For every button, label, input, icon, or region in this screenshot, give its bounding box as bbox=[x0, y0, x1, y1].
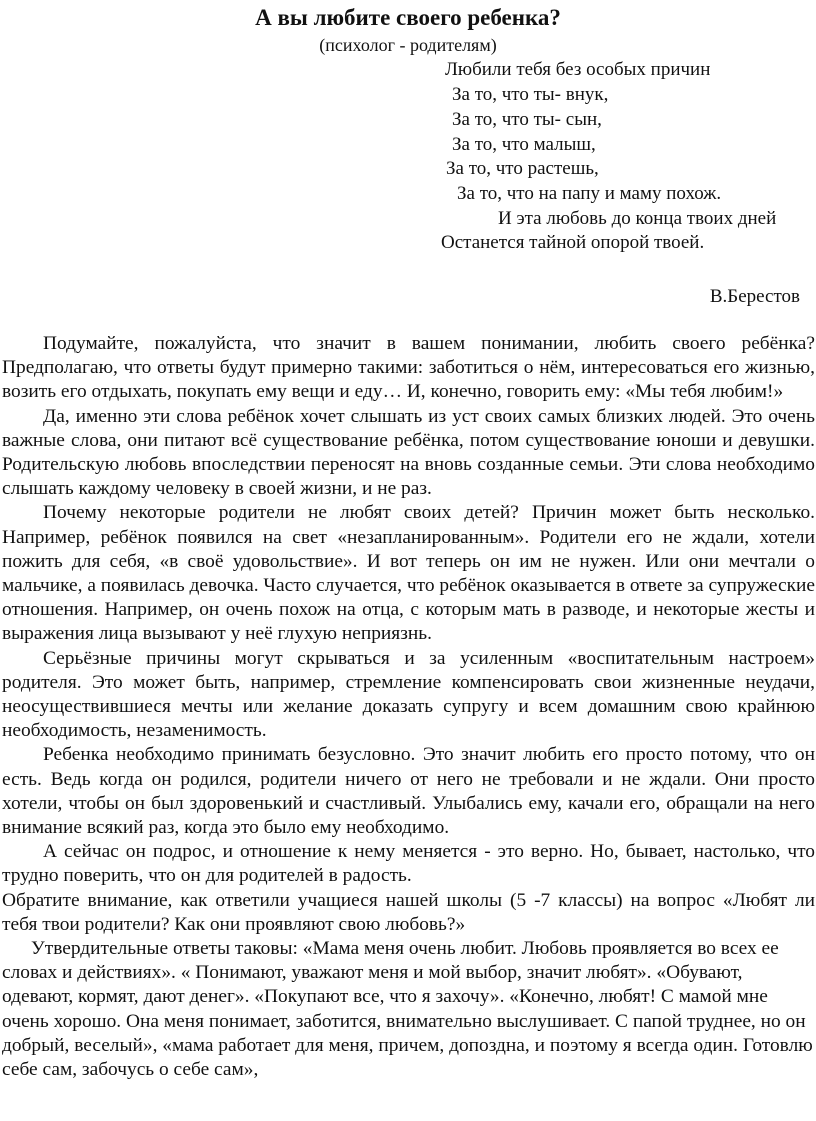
poem-line: И эта любовь до конца твоих дней bbox=[498, 208, 777, 229]
paragraph: А сейчас он подрос, и отношение к нему меняется - это верно. Но, бывает, настолько, что трудно поверить, что он для родителей в радость. bbox=[2, 841, 815, 887]
poem-author: В.Берестов bbox=[709, 286, 800, 307]
paragraph: Почему некоторые родители не любят своих детей? Причин может быть несколько. Например, ребёнок появился на свет «незапланированным». Родители его не ждали, хотели пожить для себя, «в своё удовольствие». И вот теперь он им не нужен. Или они мечтали о мальчике, а появилась девочка. Часто случается, что ребёнок оказывается в ответе за супружеские отношения. Например, он очень похож на отца, с которым мать в разводе, и некоторые жесты и выражения лица вызывают у неё глухую неприязнь. bbox=[2, 502, 815, 645]
poem-line: Любили тебя без особых причин bbox=[445, 59, 711, 80]
poem-line: За то, что ты- внук, bbox=[452, 84, 609, 105]
paragraph: Серьёзные причины могут скрываться и за усиленным «воспитательным настроем» родителя. Это может быть, например, стремление компенсировать свои жизненные неудачи, неосуществившиеся мечты или желание доказать супругу и всем домашним свою крайнюю необходимость, незаменимость. bbox=[2, 647, 815, 742]
paragraph: Подумайте, пожалуйста, что значит в вашем понимании, любить своего ребёнка? Предполагаю, что ответы будут примерно такими: заботиться о нём, интересоваться его жизнью, возить его отдыхать, покупать ему вещи и еду… И, конечно, говорить ему: «Мы тебя любим!» bbox=[2, 333, 815, 403]
poem-line: За то, что на папу и маму похож. bbox=[457, 183, 722, 204]
poem-line: Останется тайной опорой твоей. bbox=[441, 232, 705, 253]
paragraph: Обратите внимание, как ответили учащиеся нашей школы (5 -7 классы) на вопрос «Любят ли тебя твои родители? Как они проявляют свою любовь?» bbox=[2, 889, 815, 935]
poem-line: За то, что малыш, bbox=[452, 134, 596, 155]
paragraph: Ребенка необходимо принимать безусловно. Это значит любить его просто потому, что он есть. Ведь когда он родился, родители ничего от него не требовали и не ждали. Они просто хотели, чтобы он был здоровенький и счастливый. Улыбались ему, качали его, обращали на него внимание всякий раз, когда это было ему необходимо. bbox=[2, 744, 815, 839]
article-body bbox=[2, 332, 815, 1082]
poem-line: За то, что ты- сын, bbox=[452, 109, 602, 130]
document-subtitle: (психолог - родителям) bbox=[319, 35, 497, 55]
paragraph: Да, именно эти слова ребёнок хочет слышать из уст своих самых близких людей. Это очень важные слова, они питают всё существование ребёнка, потом существование юноши и девушки. Родительскую любовь впоследствии переносят на вновь созданные семьи. Эти слова необходимо слышать каждому человеку в своей жизни, и не раз. bbox=[2, 405, 815, 500]
poem-line: За то, что растешь, bbox=[446, 158, 599, 179]
paragraph: Утвердительные ответы таковы: «Мама меня очень любит. Любовь проявляется во всех ее словах и действиях». « Понимают, уважают меня и мой выбор, значит любят». «Обувают, одевают, кормят, дают денег». «Покупают все, что я захочу». «Конечно, любят! С мамой мне очень хорошо. Она меня понимает, заботится, внимательно выслушивает. С папой труднее, но он добрый, веселый», «мама работает для меня, причем, допоздна, и поэтому я всегда один. Готовлю себе сам, забочусь о себе сам», bbox=[2, 938, 813, 1081]
document-title: А вы любите своего ребенка? bbox=[255, 5, 561, 30]
